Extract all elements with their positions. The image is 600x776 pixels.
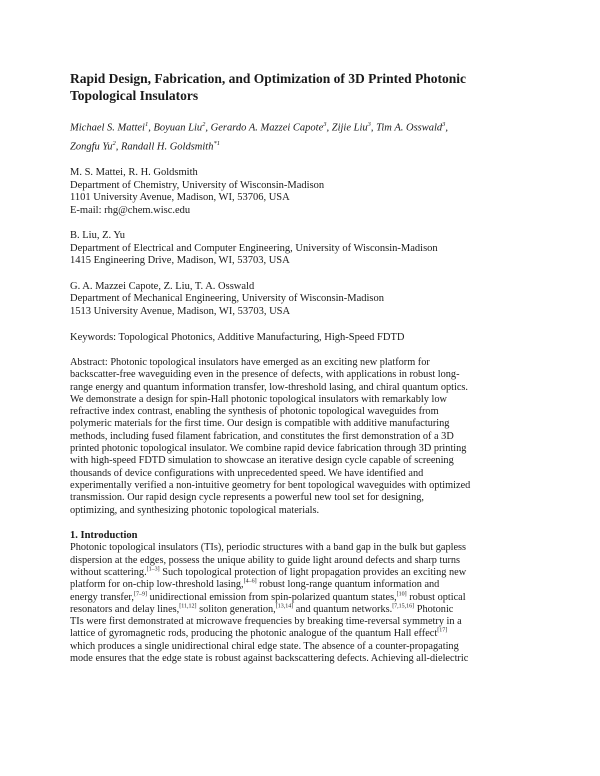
affiliation-line: Department of Electrical and Computer Engineering, University of Wisconsin-Madison bbox=[70, 242, 438, 254]
introduction-text: Photonic topological insulators (TIs), periodic structures with a band gap in the bulk but gapless bbox=[70, 542, 467, 554]
affiliation-line: 1101 University Avenue, Madison, WI, 53706, USA bbox=[70, 192, 290, 203]
introduction-line bbox=[70, 555, 540, 567]
introduction-text: and quantum networks. bbox=[293, 603, 393, 615]
citation-marker: [1–3] bbox=[146, 566, 160, 573]
affiliation-line: Department of Mechanical Engineering, University of Wisconsin-Madison bbox=[70, 293, 385, 304]
introduction-text: robust optical bbox=[406, 591, 466, 603]
abstract-line: Abstract: Photonic topological insulators have emerged as an exciting new platform for bbox=[70, 357, 430, 368]
email-line: E-mail: rhg@chem.wisc.edu bbox=[70, 204, 191, 216]
affiliation-marker: 2 bbox=[202, 121, 206, 128]
affiliation-marker: 3 bbox=[323, 121, 327, 128]
citation-marker: [11,12] bbox=[179, 603, 197, 610]
abstract-line: optimizing, and synthesizing photonic topological materials. bbox=[70, 504, 320, 516]
introduction-text: lattice of gyromagnetic rods, producing the photonic analogue of the quantum Hall effect bbox=[70, 628, 438, 640]
paper-title bbox=[70, 70, 490, 104]
introduction-line bbox=[70, 542, 540, 554]
abstract-line: backscatter-free waveguiding even in the presence of defects, with applications in robust long- bbox=[70, 369, 460, 381]
abstract-line: polymeric materials for the first time. Our design is compatible with additive manufacturing bbox=[70, 418, 450, 430]
introduction-line bbox=[70, 653, 540, 665]
author-list bbox=[70, 117, 540, 154]
introduction-line bbox=[70, 579, 540, 591]
affiliation-line: G. A. Mazzei Capote, Z. Liu, T. A. Osswald bbox=[70, 280, 255, 292]
affiliation-line: 1513 University Avenue, Madison, WI, 53703, USA bbox=[70, 305, 291, 317]
author-text: , Tim A. Osswald bbox=[370, 122, 443, 134]
title-line: Topological Insulators bbox=[70, 88, 199, 103]
author-text: , Zijie Liu bbox=[326, 122, 368, 134]
author-text: , Randall H. Goldsmith bbox=[115, 141, 214, 152]
introduction-text: resonators and delay lines, bbox=[70, 603, 180, 615]
author-line bbox=[70, 136, 540, 155]
abstract-line: range energy and quantum information transfer, low-threshold lasing, and chiral quantum optics. bbox=[70, 381, 469, 393]
introduction-text: Photonic bbox=[414, 603, 454, 615]
introduction-text: which produces a single unidirectional chiral edge state. The absence of a counter-propagating bbox=[70, 640, 459, 652]
affiliation-marker: *1 bbox=[213, 139, 220, 147]
citation-marker: [17] bbox=[437, 628, 448, 635]
affiliation-marker: 2 bbox=[112, 139, 116, 147]
affiliation-chemistry bbox=[70, 167, 540, 217]
introduction-text: dispersion at the edges, possess the unique ability to guide light around defects and sharp turns bbox=[70, 554, 461, 566]
abstract-line: transmission. Our rapid design cycle represents a powerful new tool set for designing, bbox=[70, 492, 425, 504]
author-text: , Boyuan Liu bbox=[148, 122, 203, 134]
affiliation-marker: 1 bbox=[144, 121, 149, 128]
paper-page bbox=[70, 70, 540, 665]
introduction-line bbox=[70, 616, 540, 628]
abstract-line: We demonstrate a design for spin-Hall photonic topological insulators with remarkably low bbox=[70, 393, 447, 405]
author-text: Michael S. Mattei bbox=[70, 122, 145, 134]
abstract bbox=[70, 357, 540, 517]
affiliation-line: 1415 Engineering Drive, Madison, WI, 53703, USA bbox=[70, 255, 290, 266]
affiliation-marker: 3 bbox=[367, 121, 371, 128]
abstract-line: experimentally verified a non-intuitive geometry for bent topological waveguides with optimized bbox=[70, 479, 471, 491]
introduction-text: Such topological protection of light propagation provides an exciting new bbox=[159, 566, 467, 578]
citation-marker: [7,15,16] bbox=[392, 603, 415, 610]
affiliation-line: B. Liu, Z. Yu bbox=[70, 230, 126, 241]
author-line bbox=[70, 117, 540, 136]
author-text: , Gerardo A. Mazzei Capote bbox=[205, 122, 324, 134]
abstract-line: printed photonic topological insulator. We combine rapid device fabrication through 3D printing bbox=[70, 443, 467, 455]
abstract-line: with high-speed FDTD simulation to showcase an iterative design cycle capable of screening bbox=[70, 455, 454, 467]
section-heading: 1. Introduction bbox=[70, 529, 138, 541]
introduction-text: soliton generation, bbox=[196, 603, 276, 615]
introduction-text: without scattering. bbox=[70, 566, 147, 578]
introduction-text: TIs were first demonstrated at microwave frequencies by breaking time-reversal symmetry in a bbox=[70, 616, 462, 628]
citation-marker: [13,14] bbox=[275, 603, 294, 610]
introduction-text: mode ensures that the edge state is robust against backscattering defects. Achieving all-dielectric bbox=[70, 653, 469, 665]
introduction-line bbox=[70, 592, 540, 604]
introduction-text: platform for on-chip low-threshold lasing, bbox=[70, 579, 244, 591]
introduction-text: unidirectional emission from spin-polarized quantum states, bbox=[147, 591, 397, 603]
introduction-body bbox=[70, 542, 540, 665]
abstract-line: refractive index contrast, enabling the synthesis of photonic topological waveguides from bbox=[70, 406, 439, 418]
author-text: Zongfu Yu bbox=[70, 141, 113, 152]
introduction-line bbox=[70, 604, 540, 616]
introduction-line bbox=[70, 641, 540, 653]
introduction-text: energy transfer, bbox=[70, 591, 135, 603]
citation-marker: [10] bbox=[396, 591, 407, 598]
introduction-line bbox=[70, 628, 540, 640]
citation-marker: [7–9] bbox=[134, 591, 148, 598]
author-text: , bbox=[445, 122, 449, 134]
abstract-line: methods, including fused filament fabrication, and constitutes the first demonstration of a 3D bbox=[70, 430, 454, 442]
affiliation-marker: 3 bbox=[442, 121, 446, 128]
affiliation-mechanical bbox=[70, 281, 540, 319]
affiliation-line: M. S. Mattei, R. H. Goldsmith bbox=[70, 167, 198, 178]
keywords: Keywords: Topological Photonics, Additive Manufacturing, High-Speed FDTD bbox=[70, 332, 405, 343]
introduction-line bbox=[70, 567, 540, 579]
abstract-line: thousands of device configurations with unprecedented speed. We have identified and bbox=[70, 467, 424, 479]
citation-marker: [4–6] bbox=[243, 578, 257, 585]
affiliation-ece bbox=[70, 230, 540, 268]
title-line: Rapid Design, Fabrication, and Optimization of 3D Printed Photonic bbox=[70, 71, 467, 86]
affiliation-line: Department of Chemistry, University of Wisconsin-Madison bbox=[70, 179, 325, 191]
introduction-text: robust long-range quantum information and bbox=[256, 579, 440, 591]
